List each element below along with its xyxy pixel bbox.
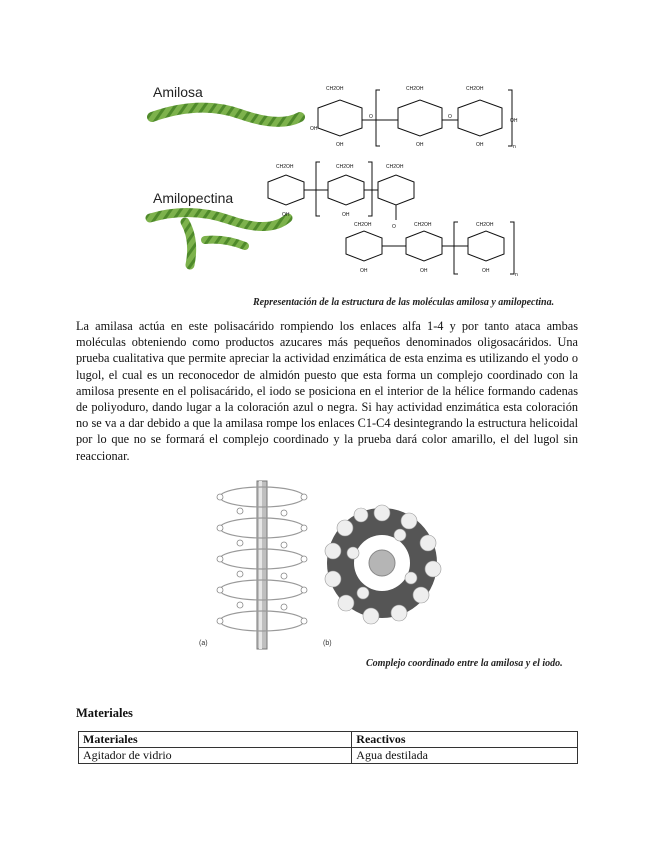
svg-text:OH: OH bbox=[420, 268, 428, 274]
structure-figure bbox=[140, 70, 560, 285]
svg-text:OH: OH bbox=[360, 268, 368, 274]
svg-text:n: n bbox=[515, 272, 518, 278]
materials-title: Materiales bbox=[76, 706, 133, 720]
amylopectin-chain-lower bbox=[346, 222, 518, 278]
table-cell: Agitador de vidrio bbox=[79, 748, 352, 764]
svg-text:O: O bbox=[392, 224, 396, 230]
structure-drawing bbox=[140, 70, 560, 285]
figure2-caption: Complejo coordinado entre la amilosa y el iodo. bbox=[366, 658, 563, 669]
svg-text:O: O bbox=[448, 114, 452, 120]
svg-text:OH: OH bbox=[416, 142, 424, 148]
materials-table bbox=[78, 731, 578, 764]
svg-text:OH: OH bbox=[476, 142, 484, 148]
svg-text:OH: OH bbox=[342, 212, 350, 218]
helix-rod-panel bbox=[199, 481, 307, 649]
panel-b-label: (b) bbox=[323, 640, 332, 647]
header-reagents: Reactivos bbox=[352, 732, 578, 748]
table-row bbox=[79, 748, 578, 764]
amylopectin-label: Amilopectina bbox=[153, 190, 234, 206]
atom-ring-panel bbox=[323, 505, 441, 647]
svg-text:O: O bbox=[369, 114, 373, 120]
amylose-helix bbox=[152, 108, 300, 122]
amylose-chain bbox=[310, 86, 518, 150]
svg-text:OH: OH bbox=[336, 142, 344, 148]
table-header-row bbox=[79, 732, 578, 748]
svg-text:CH2OH: CH2OH bbox=[466, 86, 484, 92]
svg-text:CH2OH: CH2OH bbox=[326, 86, 344, 92]
amylopectin-helix-branch bbox=[185, 222, 192, 265]
svg-text:OH: OH bbox=[510, 118, 518, 124]
svg-text:n: n bbox=[513, 144, 516, 150]
panel-a-label: (a) bbox=[199, 640, 208, 647]
svg-text:CH2OH: CH2OH bbox=[336, 164, 354, 170]
header-materials: Materiales bbox=[79, 732, 352, 748]
svg-text:CH2OH: CH2OH bbox=[414, 222, 432, 228]
iodine-complex-figure bbox=[195, 473, 495, 653]
body-paragraph: La amilasa actúa en este polisacárido rompiendo los enlaces alfa 1-4 y por tanto ataca ambas moléculas obteniendo como productos azucares más pequeños denominados oligosacáridos. Una prueba cualitativa que permite apreciar la actividad enzimática de esta enzima es utilizando el yodo o lugol, el cual es un reconocedor de almidón puesto que esta forma un complejo coordinado con la amilosa presente en el polisacárido, el iodo se posiciona en el interior de la hélice formando cadenas de poliyoduro, dando lugar a la coloración azul o negra. Si hay actividad enzimática esta coloración no se va a dar debido a que la amilasa rompe los enlaces C1-C4 desintegrando la estructura helicoidal por lo que no se formará el complejo coordinado y la prueba dará color amarillo, el del lugol sin reaccionar. bbox=[76, 319, 578, 463]
amylose-label: Amilosa bbox=[153, 84, 203, 100]
amylopectin-helix-branch2 bbox=[205, 240, 245, 246]
svg-text:CH2OH: CH2OH bbox=[476, 222, 494, 228]
svg-text:CH2OH: CH2OH bbox=[406, 86, 424, 92]
svg-text:OH: OH bbox=[482, 268, 490, 274]
svg-text:OH: OH bbox=[310, 126, 318, 132]
svg-text:CH2OH: CH2OH bbox=[354, 222, 372, 228]
amylopectin-helix-main bbox=[150, 212, 288, 226]
svg-text:CH2OH: CH2OH bbox=[276, 164, 294, 170]
iodine-complex-drawing bbox=[195, 473, 495, 653]
svg-text:CH2OH: CH2OH bbox=[386, 164, 404, 170]
svg-text:OH: OH bbox=[282, 212, 290, 218]
figure1-caption: Representación de la estructura de las moléculas amilosa y amilopectina. bbox=[253, 297, 555, 308]
table-cell: Agua destilada bbox=[352, 748, 578, 764]
